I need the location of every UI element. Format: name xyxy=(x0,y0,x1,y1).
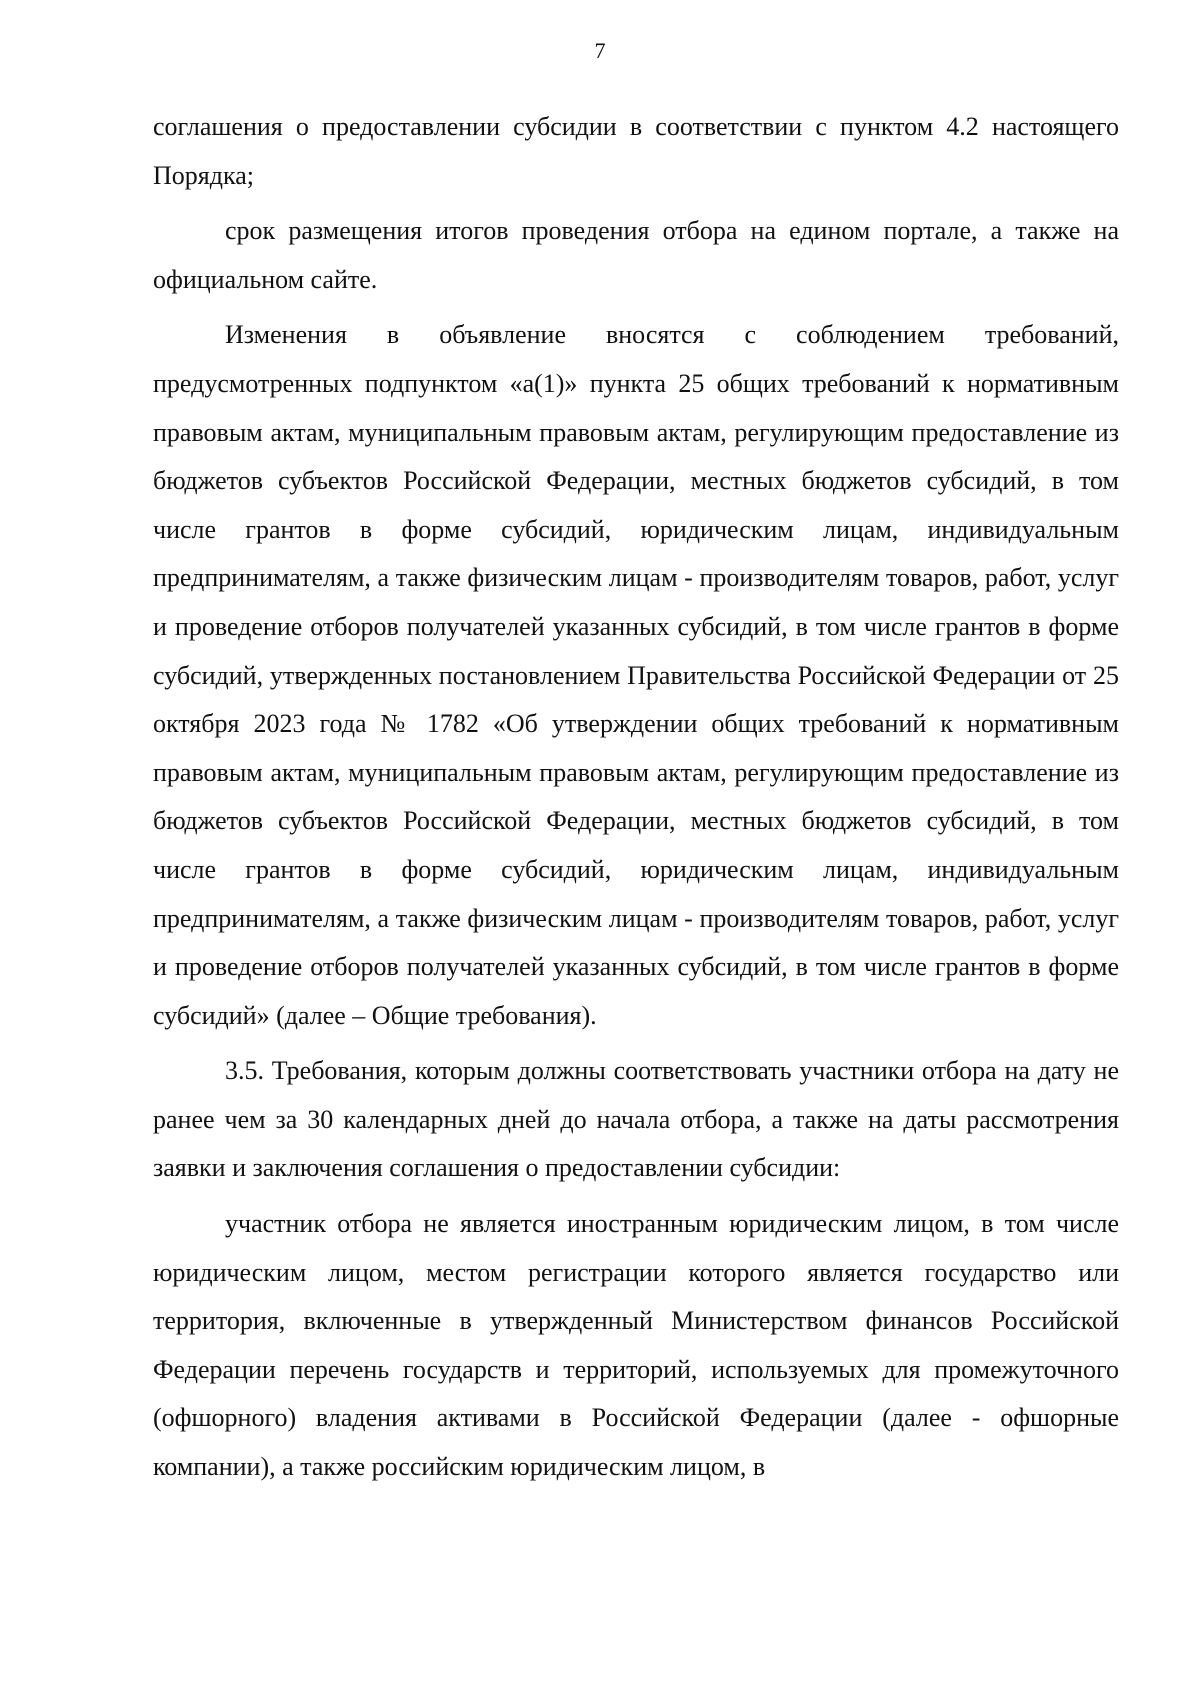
document-body xyxy=(153,103,1119,1492)
paragraph-participant-requirement: участник отбора не является иностранным юридическим лицом, в том числе юридическим лицом, местом регистрации которого является государство или территория, включенные в утвержденный Министерством финансов Российской Федерации перечень государств и территорий, используемых для промежуточного (офшорного) владения активами в Российской Федерации (далее - офшорные компании), а также российским юридическим лицом, в xyxy=(153,1209,1119,1482)
paragraph-results-deadline: срок размещения итогов проведения отбора на едином портале, а также на официальном сайте. xyxy=(153,216,1119,294)
paragraph-section-3-5: 3.5. Требования, которым должны соответствовать участники отбора на дату не ранее чем за 30 календарных дней до начала отбора, а также на даты рассмотрения заявки и заключения соглашения о предоставлении субсидии: xyxy=(153,1056,1119,1183)
paragraph-agreement-clause: соглашения о предоставлении субсидии в соответствии с пунктом 4.2 настоящего Порядка; xyxy=(153,112,1119,190)
paragraph-announcement-changes: Изменения в объявление вносятся с соблюдением требований, предусмотренных подпунктом «а(1)» пункта 25 общих требований к нормативным правовым актам, муниципальным правовым актам, регулирующим предоставление из бюджетов субъектов Российской Федерации, местных бюджетов субсидий, в том числе грантов в форме субсидий, юридическим лицам, индивидуальным предпринимателям, а также физическим лицам - производителям товаров, работ, услуг и проведение отборов получателей указанных субсидий, в том числе грантов в форме субсидий, утвержденных постановлением Правительства Российской Федерации от 25 октября 2023 года № 1782 «Об утверждении общих требований к нормативным правовым актам, муниципальным правовым актам, регулирующим предоставление из бюджетов субъектов Российской Федерации, местных бюджетов субсидий, в том числе грантов в форме субсидий, юридическим лицам, индивидуальным предпринимателям, а также физическим лицам - производителям товаров, работ, услуг и проведение отборов получателей указанных субсидий, в том числе грантов в форме субсидий» (далее – Общие требования). xyxy=(153,320,1119,1030)
page-number: 7 xyxy=(594,38,606,63)
